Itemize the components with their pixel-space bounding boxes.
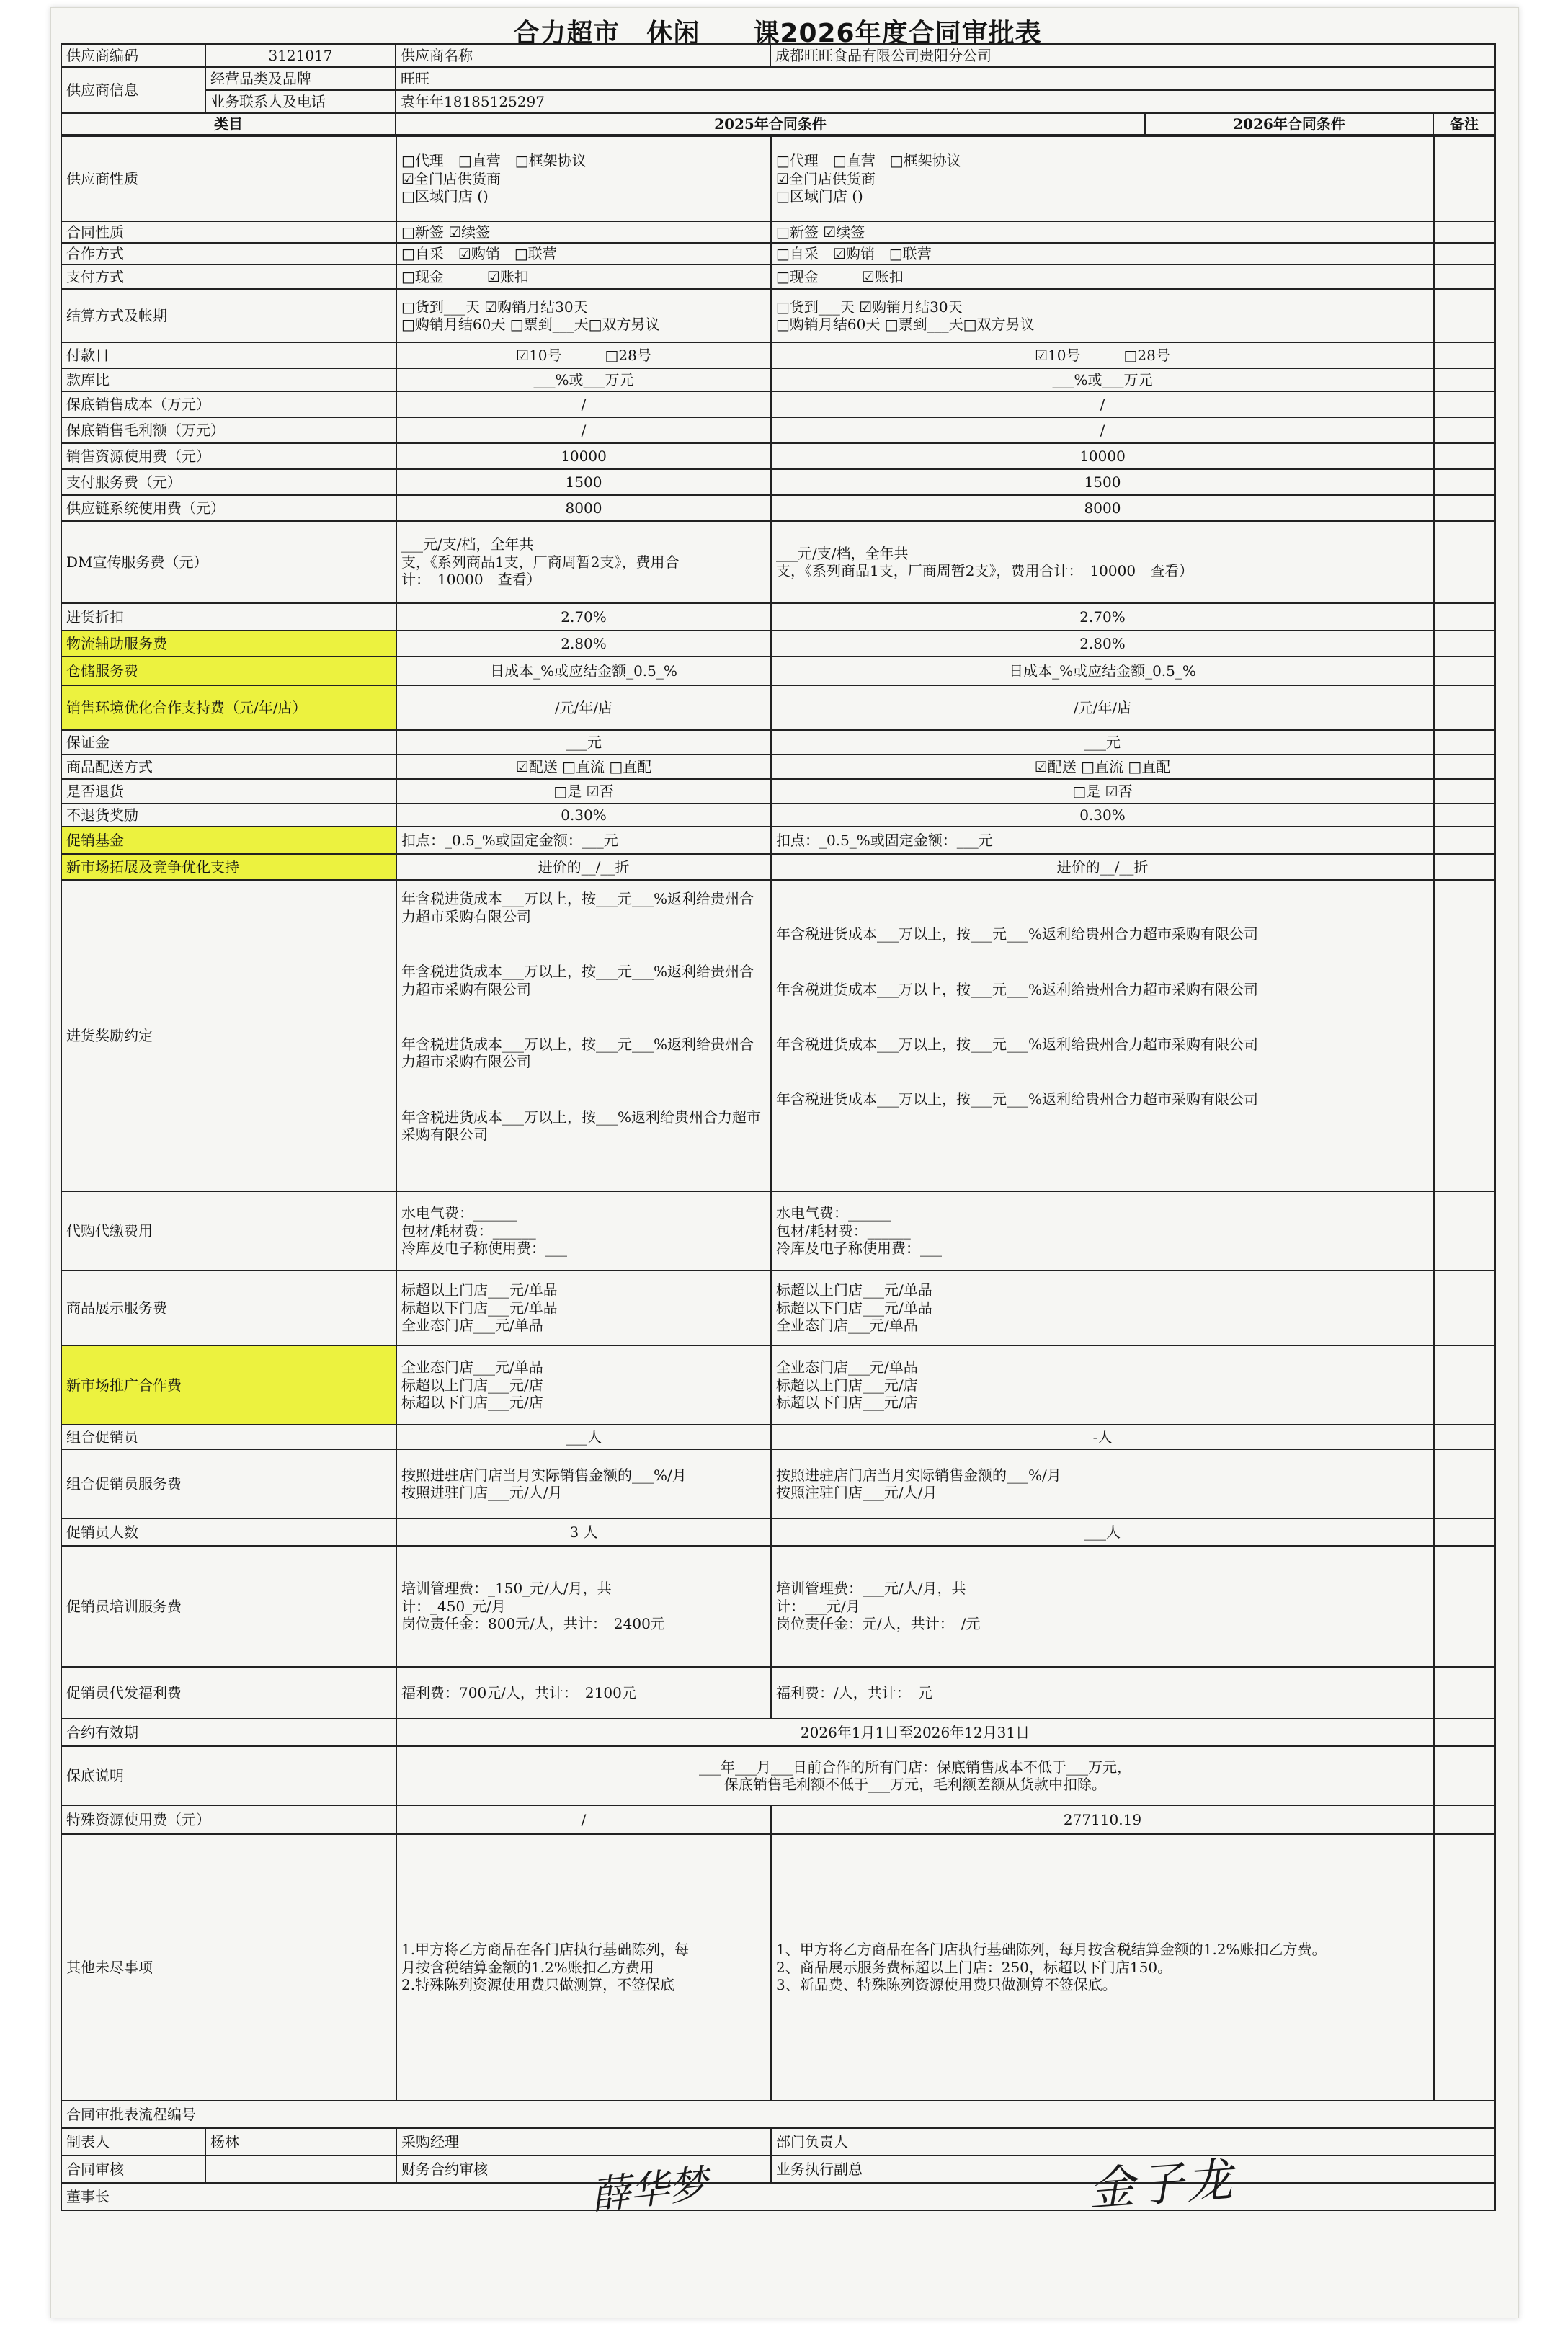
promoter-training-c2026-line: 岗位责任金：元/人，共计： /元 bbox=[776, 1615, 981, 1633]
promoter-welfare-c2026: 福利费：/人，共计： 元 bbox=[771, 1667, 1434, 1719]
min-gross-margin-c2025: / bbox=[396, 417, 771, 443]
combo-promoter-fee-c2025 bbox=[396, 1449, 771, 1518]
promoter-training-remarks bbox=[1434, 1546, 1495, 1667]
purchase-reward-c2026 bbox=[771, 880, 1434, 1191]
supplier-code-label: 供应商编码 bbox=[61, 44, 205, 67]
supplier-type-label: 供应商性质 bbox=[61, 136, 396, 221]
storage-fee-c2026: 日成本_%或应结金额_0.5_% bbox=[771, 657, 1434, 685]
coop-mode-c2025: □自采 ☑购销 □联营 bbox=[396, 243, 771, 264]
payment-service-fee-label: 支付服务费（元） bbox=[61, 469, 396, 495]
validity-label: 合约有效期 bbox=[61, 1719, 396, 1746]
purchase-reward-remarks bbox=[1434, 880, 1495, 1191]
combo-promoter-fee-remarks bbox=[1434, 1449, 1495, 1518]
settlement-remarks bbox=[1434, 289, 1495, 342]
special-resource-fee-c2025: / bbox=[396, 1805, 771, 1834]
display-fee-c2026-line: 标超以下门店___元/单品 bbox=[776, 1299, 932, 1317]
supplier-type-c2025-line: □代理 □直营 □框架协议 bbox=[401, 152, 587, 170]
min-gross-margin-remarks bbox=[1434, 417, 1495, 443]
returnable-label: 是否退货 bbox=[61, 779, 396, 804]
col-remarks: 备注 bbox=[1433, 113, 1495, 135]
pay-day-remarks bbox=[1434, 342, 1495, 368]
row-payment-service-fee bbox=[61, 469, 1495, 495]
combo-promoter-fee-c2026 bbox=[771, 1449, 1434, 1518]
no-return-reward-c2025: 0.30% bbox=[396, 804, 771, 827]
col-2025: 2025年合同条件 bbox=[396, 113, 1145, 135]
combo-promoter-remarks bbox=[1434, 1425, 1495, 1449]
display-fee-c2025 bbox=[396, 1271, 771, 1345]
other-matters-c2026 bbox=[771, 1834, 1434, 2101]
contract-review-value bbox=[205, 2155, 396, 2183]
supplier-type-c2026-line: ☑全门店供货商 bbox=[776, 169, 876, 187]
payment-service-fee-remarks bbox=[1434, 469, 1495, 495]
no-return-reward-label: 不退货奖励 bbox=[61, 804, 396, 827]
display-fee-c2025-line: 全业态门店___元/单品 bbox=[401, 1317, 543, 1335]
inventory-ratio-label: 款库比 bbox=[61, 368, 396, 391]
category-brand-label: 经营品类及品牌 bbox=[205, 67, 396, 90]
display-fee-c2025-line: 标超以上门店___元/单品 bbox=[401, 1281, 558, 1299]
new-market-support-c2025: 进价的__/__折 bbox=[396, 854, 771, 880]
promoter-count-remarks bbox=[1434, 1518, 1495, 1546]
proxy-fees-c2025 bbox=[396, 1191, 771, 1271]
guarantee-remarks bbox=[1434, 1746, 1495, 1805]
supplier-name: 成都旺旺食品有限公司贵阳分公司 bbox=[770, 44, 1495, 67]
brand: 旺旺 bbox=[396, 67, 1495, 90]
row-dm-fee bbox=[61, 521, 1495, 603]
other-matters-c2026-line: 2、商品展示服务费标超以上门店：250，标超以下门店150。 bbox=[776, 1958, 1172, 1976]
row-no-return-reward bbox=[61, 804, 1495, 827]
display-fee-remarks bbox=[1434, 1271, 1495, 1345]
pay-day-c2026: ☑10号 □28号 bbox=[771, 342, 1434, 368]
footer-row bbox=[61, 2155, 1495, 2183]
guarantee-value bbox=[396, 1746, 1434, 1805]
supplier-type-c2026-line: □代理 □直营 □框架协议 bbox=[776, 152, 961, 170]
purchase-reward-c2025-line: 年含税进货成本___万以上，按___元___%返利给贵州合力超市采购有限公司 bbox=[401, 963, 754, 998]
row-special-resource-fee bbox=[61, 1805, 1495, 1834]
footer-row bbox=[61, 2128, 1495, 2155]
settlement-label: 结算方式及帐期 bbox=[61, 289, 396, 342]
contract-approval-table bbox=[61, 43, 1496, 135]
min-sales-cost-c2025: / bbox=[396, 391, 771, 417]
promoter-count-c2025: 3 人 bbox=[396, 1518, 771, 1546]
payment-method-c2026: □现金 ☑账扣 bbox=[771, 264, 1434, 289]
no-return-reward-c2026: 0.30% bbox=[771, 804, 1434, 827]
dm-fee-c2025-line: 支，《系列商品1支，厂商周暂2支》，费用合 bbox=[401, 553, 680, 571]
storage-fee-label: 仓储服务费 bbox=[61, 657, 396, 685]
row-promo-fund bbox=[61, 827, 1495, 854]
proxy-fees-c2026-line: 包材/耗材费：______ bbox=[776, 1222, 911, 1240]
special-resource-fee-c2026: 277110.19 bbox=[771, 1805, 1434, 1834]
display-fee-label: 商品展示服务费 bbox=[61, 1271, 396, 1345]
supplier-type-c2026 bbox=[771, 136, 1434, 221]
new-market-support-c2026: 进价的__/__折 bbox=[771, 854, 1434, 880]
row-purchase-reward bbox=[61, 880, 1495, 1191]
purchase-reward-c2025-line: 年含税进货成本___万以上，按___%返利给贵州合力超市采购有限公司 bbox=[401, 1108, 762, 1144]
proxy-fees-remarks bbox=[1434, 1191, 1495, 1271]
row-new-market-promo bbox=[61, 1345, 1495, 1425]
row-supplier-code bbox=[61, 44, 1495, 67]
vp-label: 业务执行副总 bbox=[771, 2155, 1495, 2183]
row-storage-fee bbox=[61, 657, 1495, 685]
supply-chain-fee-label: 供应链系统使用费（元） bbox=[61, 495, 396, 521]
payment-service-fee-c2026: 1500 bbox=[771, 469, 1434, 495]
promo-fund-c2025: 扣点：_0.5_%或固定金额：___元 bbox=[396, 827, 771, 854]
col-2026: 2026年合同条件 bbox=[1145, 113, 1433, 135]
supply-chain-fee-c2025: 8000 bbox=[396, 495, 771, 521]
purchase-manager-signature: 薛华梦 bbox=[589, 2161, 710, 2219]
inventory-ratio-c2026: ___%或___万元 bbox=[771, 368, 1434, 391]
promoter-training-c2026 bbox=[771, 1546, 1434, 1667]
promoter-training-c2026-line: 计：___元/月 bbox=[776, 1597, 860, 1615]
purchase-reward-c2026-line: 年含税进货成本___万以上，按___元___%返利给贵州合力超市采购有限公司 bbox=[776, 925, 1259, 943]
new-market-promo-c2026-line: 全业态门店___元/单品 bbox=[776, 1358, 918, 1376]
pay-day-label: 付款日 bbox=[61, 342, 396, 368]
promoter-training-c2025 bbox=[396, 1546, 771, 1667]
contract-type-c2025: □新签 ☑续签 bbox=[396, 221, 771, 243]
payment-method-c2025: □现金 ☑账扣 bbox=[396, 264, 771, 289]
settlement-c2026-line: □货到___天 ☑购销月结30天 bbox=[776, 298, 963, 316]
env-support-fee-c2025: /元/年/店 bbox=[396, 685, 771, 730]
row-contact bbox=[61, 90, 1495, 113]
deposit-c2026: ___元 bbox=[771, 730, 1434, 755]
other-matters-c2025-line: 月按含税结算金额的1.2%账扣乙方费用 bbox=[401, 1958, 654, 1976]
supplier-type-remarks bbox=[1434, 136, 1495, 221]
contract-type-label: 合同性质 bbox=[61, 221, 396, 243]
min-sales-cost-remarks bbox=[1434, 391, 1495, 417]
promoter-count-label: 促销员人数 bbox=[61, 1518, 396, 1546]
combo-promoter-c2025: ___人 bbox=[396, 1425, 771, 1449]
display-fee-c2026-line: 全业态门店___元/单品 bbox=[776, 1317, 918, 1335]
env-support-fee-c2026: /元/年/店 bbox=[771, 685, 1434, 730]
dm-fee-c2025 bbox=[396, 521, 771, 603]
finance-review-label: 财务合约审核 bbox=[396, 2155, 771, 2183]
storage-fee-remarks bbox=[1434, 657, 1495, 685]
other-matters-c2025-line: 2.特殊陈列资源使用费只做测算，不签保底 bbox=[401, 1976, 675, 1994]
row-validity bbox=[61, 1719, 1495, 1746]
validity-remarks bbox=[1434, 1719, 1495, 1746]
contract-type-remarks bbox=[1434, 221, 1495, 243]
row-supplier-type bbox=[61, 136, 1495, 221]
contact: 袁年年18185125297 bbox=[396, 90, 1495, 113]
row-display-fee bbox=[61, 1271, 1495, 1345]
other-matters-c2025-line: 1.甲方将乙方商品在各门店执行基础陈列，每 bbox=[401, 1941, 690, 1959]
promoter-training-c2025-line: 岗位责任金：800元/人，共计： 2400元 bbox=[401, 1615, 665, 1633]
logistics-fee-label: 物流辅助服务费 bbox=[61, 631, 396, 657]
purchase-discount-remarks bbox=[1434, 603, 1495, 631]
row-env-support-fee bbox=[61, 685, 1495, 730]
supplier-info-label: 供应商信息 bbox=[61, 67, 205, 113]
other-matters-c2026-line: 3、新品费、特殊陈列资源使用费只做测算不签保底。 bbox=[776, 1976, 1117, 1994]
proxy-fees-label: 代购代缴费用 bbox=[61, 1191, 396, 1271]
row-promoter-count bbox=[61, 1518, 1495, 1546]
promoter-training-c2026-line: 培训管理费：___元/人/月，共 bbox=[776, 1580, 966, 1598]
row-min-sales-cost bbox=[61, 391, 1495, 417]
purchase-reward-c2025-line: 年含税进货成本___万以上，按___元___%返利给贵州合力超市采购有限公司 bbox=[401, 890, 754, 925]
purchase-reward-c2025-line: 年含税进货成本___万以上，按___元___%返利给贵州合力超市采购有限公司 bbox=[401, 1036, 754, 1071]
row-promoter-welfare bbox=[61, 1667, 1495, 1719]
new-market-support-label: 新市场拓展及竞争优化支持 bbox=[61, 854, 396, 880]
delivery-c2026: ☑配送 □直流 □直配 bbox=[771, 755, 1434, 779]
row-proxy-fees bbox=[61, 1191, 1495, 1271]
preparer: 杨林 bbox=[205, 2128, 396, 2155]
settlement-c2025-line: □货到___天 ☑购销月结30天 bbox=[401, 298, 588, 316]
preparer-label: 制表人 bbox=[61, 2128, 205, 2155]
returnable-remarks bbox=[1434, 779, 1495, 804]
purchase-manager-label: 采购经理 bbox=[396, 2128, 771, 2155]
promoter-welfare-label: 促销员代发福利费 bbox=[61, 1667, 396, 1719]
sales-resource-fee-c2025: 10000 bbox=[396, 443, 771, 469]
column-header-row bbox=[61, 113, 1495, 135]
deposit-c2025: ___元 bbox=[396, 730, 771, 755]
proxy-fees-c2025-line: 冷库及电子称使用费：___ bbox=[401, 1240, 567, 1258]
display-fee-c2026 bbox=[771, 1271, 1434, 1345]
logistics-fee-c2026: 2.80% bbox=[771, 631, 1434, 657]
purchase-reward-label: 进货奖励约定 bbox=[61, 880, 396, 1191]
row-combo-promoter-fee bbox=[61, 1449, 1495, 1518]
combo-promoter-fee-c2026-line: 按照注驻门店___元/人/月 bbox=[776, 1484, 937, 1501]
delivery-label: 商品配送方式 bbox=[61, 755, 396, 779]
row-brand bbox=[61, 67, 1495, 90]
promoter-welfare-remarks bbox=[1434, 1667, 1495, 1719]
row-delivery bbox=[61, 755, 1495, 779]
purchase-discount-label: 进货折扣 bbox=[61, 603, 396, 631]
supplier-type-c2025 bbox=[396, 136, 771, 221]
coop-mode-c2026: □自采 ☑购销 □联营 bbox=[771, 243, 1434, 264]
row-returnable bbox=[61, 779, 1495, 804]
dm-fee-c2025-line: 计： 10000 查看） bbox=[401, 571, 541, 589]
supplier-type-c2025-line: □区域门店 () bbox=[401, 187, 489, 205]
promoter-training-c2025-line: 计：_450_元/月 bbox=[401, 1597, 506, 1615]
dept-head-signature: 金子龙 bbox=[1087, 2153, 1237, 2217]
new-market-promo-c2025-line: 标超以下门店___元/店 bbox=[401, 1394, 543, 1412]
row-promoter-training bbox=[61, 1546, 1495, 1667]
delivery-remarks bbox=[1434, 755, 1495, 779]
promoter-count-c2026: ___人 bbox=[771, 1518, 1434, 1546]
new-market-promo-c2026-line: 标超以下门店___元/店 bbox=[776, 1394, 918, 1412]
row-coop-mode bbox=[61, 243, 1495, 264]
proxy-fees-c2026-line: 冷库及电子称使用费：___ bbox=[776, 1240, 942, 1258]
settlement-c2026 bbox=[771, 289, 1434, 342]
combo-promoter-fee-label: 组合促销员服务费 bbox=[61, 1449, 396, 1518]
min-gross-margin-c2026: / bbox=[771, 417, 1434, 443]
supplier-name-label: 供应商名称 bbox=[396, 44, 770, 67]
row-combo-promoter bbox=[61, 1425, 1495, 1449]
row-logistics-fee bbox=[61, 631, 1495, 657]
dept-head-label: 部门负责人 bbox=[771, 2128, 1495, 2155]
no-return-reward-remarks bbox=[1434, 804, 1495, 827]
combo-promoter-fee-c2026-line: 按照进驻店门店当月实际销售金额的___%/月 bbox=[776, 1466, 1061, 1484]
inventory-ratio-c2025: ___%或___万元 bbox=[396, 368, 771, 391]
conditions-table bbox=[61, 135, 1496, 2101]
combo-promoter-c2026: -人 bbox=[771, 1425, 1434, 1449]
display-fee-c2025-line: 标超以下门店___元/单品 bbox=[401, 1299, 558, 1317]
purchase-reward-c2026-line: 年含税进货成本___万以上，按___元___%返利给贵州合力超市采购有限公司 bbox=[776, 980, 1259, 998]
new-market-promo-c2026-line: 标超以上门店___元/店 bbox=[776, 1376, 918, 1394]
storage-fee-c2025: 日成本_%或应结金额_0.5_% bbox=[396, 657, 771, 685]
sales-resource-fee-label: 销售资源使用费（元） bbox=[61, 443, 396, 469]
returnable-c2026: □是 ☑否 bbox=[771, 779, 1434, 804]
payment-method-label: 支付方式 bbox=[61, 264, 396, 289]
min-sales-cost-c2026: / bbox=[771, 391, 1434, 417]
other-matters-c2026-line: 1、甲方将乙方商品在各门店执行基础陈列，每月按含税结算金额的1.2%账扣乙方费。 bbox=[776, 1941, 1327, 1959]
validity-value: 2026年1月1日至2026年12月31日 bbox=[396, 1719, 1434, 1746]
promoter-welfare-c2025: 福利费：700元/人，共计： 2100元 bbox=[396, 1667, 771, 1719]
guarantee-line: 保底销售毛利额不低于___万元，毛利额差额从货款中扣除。 bbox=[724, 1776, 1106, 1793]
flow-no-label: 合同审批表流程编号 bbox=[61, 2101, 1495, 2128]
dm-fee-c2026-line: 支，《系列商品1支，厂商周暂2支》，费用合计： 10000 查看） bbox=[776, 562, 1194, 579]
purchase-reward-c2025 bbox=[396, 880, 771, 1191]
supply-chain-fee-remarks bbox=[1434, 495, 1495, 521]
row-payment-method bbox=[61, 264, 1495, 289]
proxy-fees-c2025-line: 包材/耗材费：______ bbox=[401, 1222, 536, 1240]
row-supply-chain-fee bbox=[61, 495, 1495, 521]
supplier-code: 3121017 bbox=[205, 44, 396, 67]
contract-type-c2026: □新签 ☑续签 bbox=[771, 221, 1434, 243]
footer-row bbox=[61, 2101, 1495, 2128]
contact-label: 业务联系人及电话 bbox=[205, 90, 396, 113]
proxy-fees-c2026 bbox=[771, 1191, 1434, 1271]
payment-method-remarks bbox=[1434, 264, 1495, 289]
row-new-market-support bbox=[61, 854, 1495, 880]
purchase-reward-c2026-line: 年含税进货成本___万以上，按___元___%返利给贵州合力超市采购有限公司 bbox=[776, 1036, 1259, 1053]
footer-row bbox=[61, 2183, 1495, 2210]
env-support-fee-label: 销售环境优化合作支持费（元/年/店） bbox=[61, 685, 396, 730]
promo-fund-label: 促销基金 bbox=[61, 827, 396, 854]
new-market-promo-c2025 bbox=[396, 1345, 771, 1425]
supplier-type-c2025-line: ☑全门店供货商 bbox=[401, 169, 501, 187]
dm-fee-label: DM宣传服务费（元） bbox=[61, 521, 396, 603]
special-resource-fee-remarks bbox=[1434, 1805, 1495, 1834]
row-deposit bbox=[61, 730, 1495, 755]
supply-chain-fee-c2026: 8000 bbox=[771, 495, 1434, 521]
row-guarantee bbox=[61, 1746, 1495, 1805]
dm-fee-remarks bbox=[1434, 521, 1495, 603]
new-market-promo-label: 新市场推广合作费 bbox=[61, 1345, 396, 1425]
other-matters-label: 其他未尽事项 bbox=[61, 1834, 396, 2101]
settlement-c2025 bbox=[396, 289, 771, 342]
new-market-promo-c2025-line: 标超以上门店___元/店 bbox=[401, 1376, 543, 1394]
row-purchase-discount bbox=[61, 603, 1495, 631]
row-min-gross-margin bbox=[61, 417, 1495, 443]
min-gross-margin-label: 保底销售毛利额（万元） bbox=[61, 417, 396, 443]
display-fee-c2026-line: 标超以上门店___元/单品 bbox=[776, 1281, 932, 1299]
min-sales-cost-label: 保底销售成本（万元） bbox=[61, 391, 396, 417]
new-market-promo-remarks bbox=[1434, 1345, 1495, 1425]
delivery-c2025: ☑配送 □直流 □直配 bbox=[396, 755, 771, 779]
env-support-fee-remarks bbox=[1434, 685, 1495, 730]
row-other-matters bbox=[61, 1834, 1495, 2101]
returnable-c2025: □是 ☑否 bbox=[396, 779, 771, 804]
proxy-fees-c2025-line: 水电气费：______ bbox=[401, 1204, 517, 1222]
approval-footer-table bbox=[61, 2100, 1496, 2211]
combo-promoter-label: 组合促销员 bbox=[61, 1425, 396, 1449]
promoter-training-c2025-line: 培训管理费：_150_元/人/月，共 bbox=[401, 1580, 612, 1598]
coop-mode-label: 合作方式 bbox=[61, 243, 396, 264]
form-title: 合力超市 休闲 课2026年度合同审批表 bbox=[513, 19, 1042, 48]
promo-fund-c2026: 扣点：_0.5_%或固定金额：___元 bbox=[771, 827, 1434, 854]
purchase-discount-c2025: 2.70% bbox=[396, 603, 771, 631]
dm-fee-c2026 bbox=[771, 521, 1434, 603]
logistics-fee-c2025: 2.80% bbox=[396, 631, 771, 657]
guarantee-line: ___年___月___日前合作的所有门店：保底销售成本不低于___万元， bbox=[699, 1758, 1131, 1776]
new-market-promo-c2026 bbox=[771, 1345, 1434, 1425]
other-matters-c2025 bbox=[396, 1834, 771, 2101]
purchase-discount-c2026: 2.70% bbox=[771, 603, 1434, 631]
sales-resource-fee-c2026: 10000 bbox=[771, 443, 1434, 469]
new-market-support-remarks bbox=[1434, 854, 1495, 880]
dm-fee-c2025-line: ___元/支/档，全年共 bbox=[401, 535, 534, 553]
contract-review-label: 合同审核 bbox=[61, 2155, 205, 2183]
row-inventory-ratio bbox=[61, 368, 1495, 391]
special-resource-fee-label: 特殊资源使用费（元） bbox=[61, 1805, 396, 1834]
supplier-type-c2026-line: □区域门店 () bbox=[776, 187, 863, 205]
settlement-c2026-line: □购销月结60天 □票到___天□双方另议 bbox=[776, 316, 1035, 333]
pay-day-c2025: ☑10号 □28号 bbox=[396, 342, 771, 368]
row-sales-resource-fee bbox=[61, 443, 1495, 469]
col-category: 类目 bbox=[61, 113, 396, 135]
new-market-promo-c2025-line: 全业态门店___元/单品 bbox=[401, 1358, 543, 1376]
purchase-reward-c2026-line: 年含税进货成本___万以上，按___元___%返利给贵州合力超市采购有限公司 bbox=[776, 1090, 1259, 1108]
inventory-ratio-remarks bbox=[1434, 368, 1495, 391]
combo-promoter-fee-c2025-line: 按照进驻店门店当月实际销售金额的___%/月 bbox=[401, 1466, 687, 1484]
coop-mode-remarks bbox=[1434, 243, 1495, 264]
combo-promoter-fee-c2025-line: 按照进驻门店___元/人/月 bbox=[401, 1484, 563, 1501]
chairman-label: 董事长 bbox=[61, 2183, 1495, 2210]
promo-fund-remarks bbox=[1434, 827, 1495, 854]
settlement-c2025-line: □购销月结60天 □票到___天□双方另议 bbox=[401, 316, 660, 333]
row-contract-type bbox=[61, 221, 1495, 243]
row-settlement bbox=[61, 289, 1495, 342]
sales-resource-fee-remarks bbox=[1434, 443, 1495, 469]
dm-fee-c2026-line: ___元/支/档，全年共 bbox=[776, 544, 909, 562]
row-pay-day bbox=[61, 342, 1495, 368]
logistics-fee-remarks bbox=[1434, 631, 1495, 657]
guarantee-label: 保底说明 bbox=[61, 1746, 396, 1805]
promoter-training-label: 促销员培训服务费 bbox=[61, 1546, 396, 1667]
other-matters-remarks bbox=[1434, 1834, 1495, 2101]
deposit-label: 保证金 bbox=[61, 730, 396, 755]
deposit-remarks bbox=[1434, 730, 1495, 755]
payment-service-fee-c2025: 1500 bbox=[396, 469, 771, 495]
proxy-fees-c2026-line: 水电气费：______ bbox=[776, 1204, 891, 1222]
